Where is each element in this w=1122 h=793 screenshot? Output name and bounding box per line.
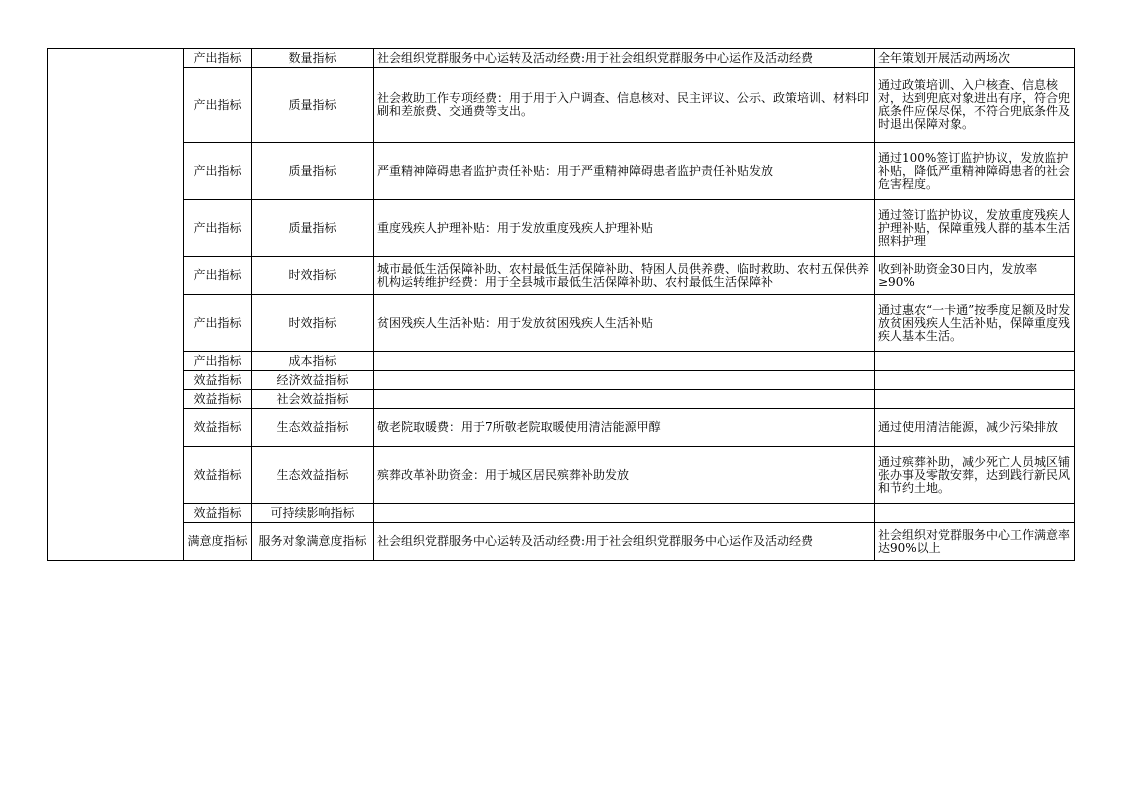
indicator-target: 社会组织对党群服务中心工作满意率达90%以上: [875, 523, 1075, 561]
indicator-target: 通过惠农“一卡通”按季度足额及时发放贫困残疾人生活补贴，保障重度残疾人基本生活。: [875, 295, 1075, 352]
level1-indicator: 产出指标: [184, 257, 252, 295]
table-row: [48, 409, 1075, 447]
level1-indicator: 产出指标: [184, 49, 252, 68]
indicator-target: 通过签订监护协议，发放重度残疾人护理补贴，保障重残人群的基本生活照料护理: [875, 200, 1075, 257]
table-row: [48, 371, 1075, 390]
table-row: [48, 390, 1075, 409]
indicator-content: [374, 504, 875, 523]
level1-indicator: 效益指标: [184, 504, 252, 523]
indicator-content: 严重精神障碍患者监护责任补贴：用于严重精神障碍患者监护责任补贴发放: [374, 143, 875, 200]
level2-indicator: 经济效益指标: [252, 371, 374, 390]
indicator-content: 殡葬改革补助资金：用于城区居民殡葬补助发放: [374, 447, 875, 504]
indicator-content: [374, 371, 875, 390]
indicator-content: 城市最低生活保障补助、农村最低生活保障补助、特困人员供养费、临时救助、农村五保供养机构运转维护经费：用于全县城市最低生活保障补助、农村最低生活保障补: [374, 257, 875, 295]
level1-indicator: 产出指标: [184, 143, 252, 200]
table-row: [48, 504, 1075, 523]
table-row: [48, 352, 1075, 371]
indicator-content: [374, 390, 875, 409]
table-row: [48, 200, 1075, 257]
indicator-content: [374, 352, 875, 371]
level2-indicator: 社会效益指标: [252, 390, 374, 409]
level1-indicator: 效益指标: [184, 390, 252, 409]
indicator-target: [875, 504, 1075, 523]
indicator-target: [875, 390, 1075, 409]
level2-indicator: 服务对象满意度指标: [252, 523, 374, 561]
indicator-target: 通过政策培训、入户核查、信息核对，达到兜底对象进出有序，符合兜底条件应保尽保，不符合兜底条件及时退出保障对象。: [875, 68, 1075, 143]
indicator-target: 收到补助资金30日内，发放率≥90%: [875, 257, 1075, 295]
level1-indicator: 产出指标: [184, 352, 252, 371]
level2-indicator: 成本指标: [252, 352, 374, 371]
indicator-content: 敬老院取暖费：用于7所敬老院取暖使用清洁能源甲醇: [374, 409, 875, 447]
table-row: [48, 49, 1075, 68]
table-row: [48, 523, 1075, 561]
level1-indicator: 产出指标: [184, 295, 252, 352]
level2-indicator: 质量指标: [252, 200, 374, 257]
level1-indicator: 满意度指标: [184, 523, 252, 561]
table-row: [48, 447, 1075, 504]
level2-indicator: 质量指标: [252, 68, 374, 143]
level1-indicator: 产出指标: [184, 200, 252, 257]
indicator-content: 贫困残疾人生活补贴：用于发放贫困残疾人生活补贴: [374, 295, 875, 352]
indicator-target: 通过使用清洁能源，减少污染排放: [875, 409, 1075, 447]
indicator-content: 社会组织党群服务中心运转及活动经费:用于社会组织党群服务中心运作及活动经费: [374, 523, 875, 561]
table-row: [48, 143, 1075, 200]
performance-indicator-table: [47, 48, 1075, 561]
level2-indicator: 生态效益指标: [252, 409, 374, 447]
indicator-target: 通过殡葬补助，减少死亡人员城区铺张办事及零散安葬，达到践行新民风和节约土地。: [875, 447, 1075, 504]
table-row: [48, 295, 1075, 352]
merged-blank-cell: [48, 49, 184, 561]
level2-indicator: 数量指标: [252, 49, 374, 68]
indicator-target: 通过100%签订监护协议，发放监护补贴，降低严重精神障碍患者的社会危害程度。: [875, 143, 1075, 200]
level2-indicator: 时效指标: [252, 257, 374, 295]
table-row: [48, 68, 1075, 143]
level2-indicator: 质量指标: [252, 143, 374, 200]
level2-indicator: 生态效益指标: [252, 447, 374, 504]
level1-indicator: 效益指标: [184, 371, 252, 390]
indicator-content: 社会救助工作专项经费：用于用于入户调查、信息核对、民主评议、公示、政策培训、材料印刷和差旅费、交通费等支出。: [374, 68, 875, 143]
level1-indicator: 效益指标: [184, 447, 252, 504]
indicator-content: 社会组织党群服务中心运转及活动经费:用于社会组织党群服务中心运作及活动经费: [374, 49, 875, 68]
level2-indicator: 时效指标: [252, 295, 374, 352]
level2-indicator: 可持续影响指标: [252, 504, 374, 523]
indicator-target: 全年策划开展活动两场次: [875, 49, 1075, 68]
table-row: [48, 257, 1075, 295]
indicator-target: [875, 371, 1075, 390]
indicator-target: [875, 352, 1075, 371]
level1-indicator: 效益指标: [184, 409, 252, 447]
indicator-content: 重度残疾人护理补贴：用于发放重度残疾人护理补贴: [374, 200, 875, 257]
level1-indicator: 产出指标: [184, 68, 252, 143]
